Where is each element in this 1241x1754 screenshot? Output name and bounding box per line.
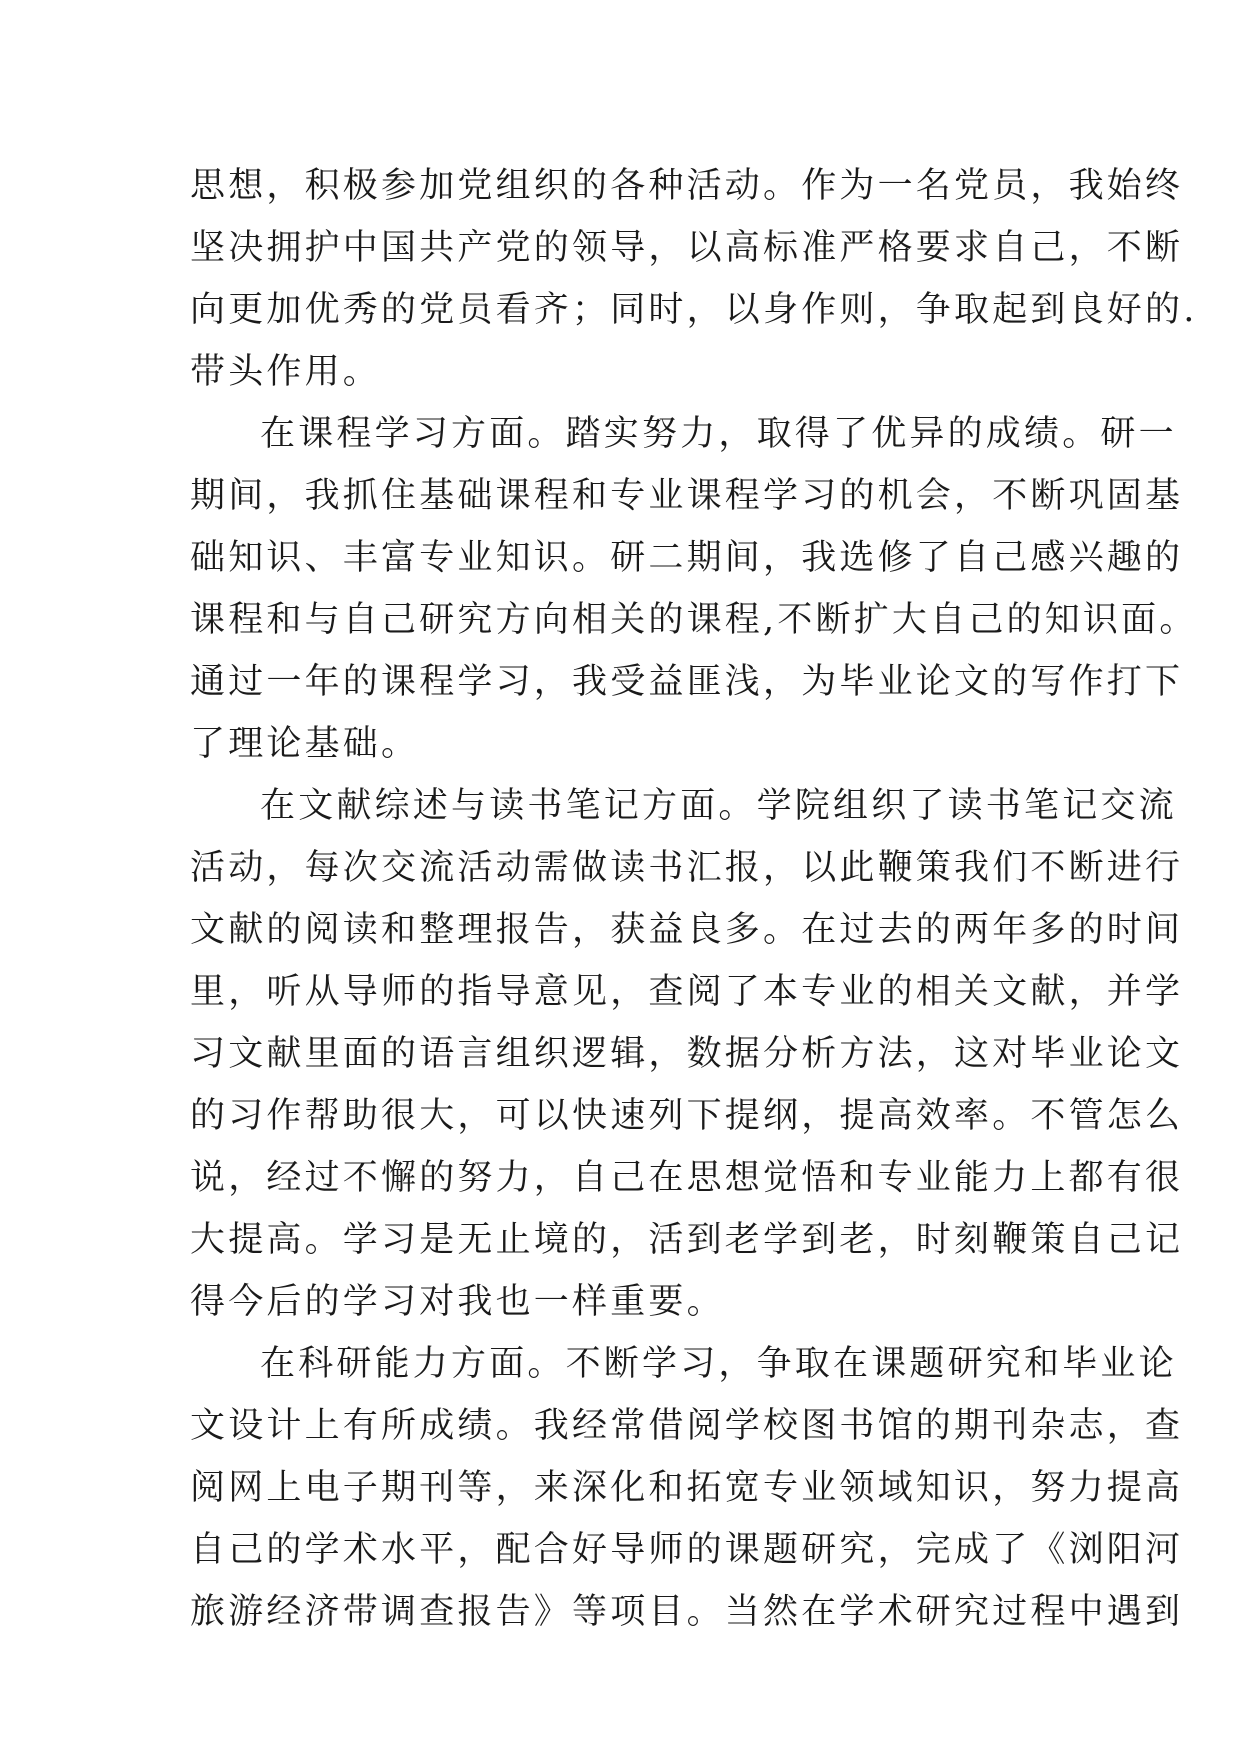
text-line: 文设计上有所成绩。我经常借阅学校图书馆的期刊杂志，查 (190, 1406, 1184, 1446)
paragraph-first-line: 在文献综述与读书笔记方面。学院组织了读书笔记交流 (260, 786, 1177, 826)
text-line: 带头作用。 (190, 352, 382, 392)
text-line: 旅游经济带调查报告》等项目。当然在学术研究过程中遇到 (190, 1592, 1184, 1632)
text-line: 说，经过不懈的努力，自己在思想觉悟和专业能力上都有很 (190, 1158, 1184, 1198)
paragraph-first-line: 在课程学习方面。踏实努力，取得了优异的成绩。研一 (260, 414, 1177, 454)
text-line: 里，听从导师的指导意见，查阅了本专业的相关文献，并学 (190, 972, 1184, 1012)
text-line: 的习作帮助很大，可以快速列下提纲，提高效率。不管怎么 (190, 1096, 1184, 1136)
body-text (190, 155, 1198, 1643)
paragraph-first-line: 在科研能力方面。不断学习，争取在课题研究和毕业论 (260, 1344, 1177, 1384)
text-line: 思想，积极参加党组织的各种活动。作为一名党员，我始终 (190, 166, 1184, 206)
text-line: 自己的学术水平，配合好导师的课题研究，完成了《浏阳河 (190, 1530, 1184, 1570)
text-line: 大提高。学习是无止境的，活到老学到老，时刻鞭策自己记 (190, 1220, 1184, 1260)
text-line: 得今后的学习对我也一样重要。 (190, 1282, 725, 1322)
text-line: 习文献里面的语言组织逻辑，数据分析方法，这对毕业论文 (190, 1034, 1184, 1074)
text-line: 活动，每次交流活动需做读书汇报，以此鞭策我们不断进行 (190, 848, 1184, 888)
text-line: 坚决拥护中国共产党的领导，以高标准严格要求自己，不断 (190, 228, 1184, 268)
text-line: 了理论基础。 (190, 724, 420, 764)
text-line: 通过一年的课程学习，我受益匪浅，为毕业论文的写作打下 (190, 662, 1184, 702)
text-line: 课程和与自己研究方向相关的课程,不断扩大自己的知识面。 (190, 600, 1198, 640)
text-line: 文献的阅读和整理报告，获益良多。在过去的两年多的时间 (190, 910, 1184, 950)
text-line: 向更加优秀的党员看齐；同时，以身作则，争取起到良好的. (190, 290, 1198, 330)
text-line: 础知识、丰富专业知识。研二期间，我选修了自己感兴趣的 (190, 538, 1184, 578)
text-line: 期间，我抓住基础课程和专业课程学习的机会，不断巩固基 (190, 476, 1184, 516)
text-line: 阅网上电子期刊等，来深化和拓宽专业领域知识，努力提高 (190, 1468, 1184, 1508)
